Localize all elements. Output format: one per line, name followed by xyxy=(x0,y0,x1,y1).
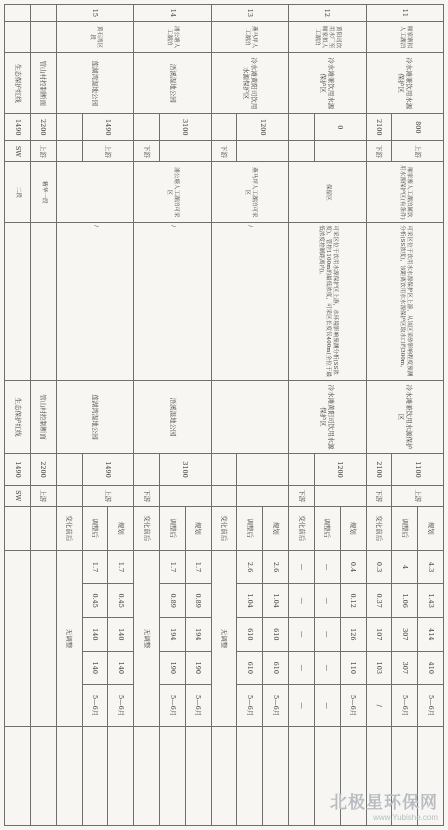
impact-cell: 莲湖湾湿地公园 xyxy=(56,380,133,453)
stage-cell: 变化前后 xyxy=(56,506,82,550)
spare-cell xyxy=(82,727,108,826)
stage-cell: 规划 xyxy=(418,506,444,550)
intake-cell: 冷水滩兼饮用水源保护区 xyxy=(289,53,366,114)
table-row xyxy=(263,5,289,826)
compare-distance-cell xyxy=(211,454,237,485)
direction-cell xyxy=(289,141,315,162)
watermark-url: www.Yubishe.com xyxy=(373,813,438,822)
value-cell: 0.89 xyxy=(185,584,211,618)
compare-direction-cell xyxy=(237,485,289,506)
compare-direction-cell: 下游 xyxy=(289,485,315,506)
project-cell: 燕马坪人工湖泊 xyxy=(211,21,288,52)
value-cell: 无调整 xyxy=(134,550,160,726)
distance-cell: 3100 xyxy=(160,114,212,141)
value-cell: — xyxy=(289,651,315,685)
value-cell: 110 xyxy=(340,651,366,685)
intake-cell: 冷水滩兼饮用水源保护区 xyxy=(366,53,443,114)
value-cell: — xyxy=(289,584,315,618)
value-cell: 610 xyxy=(263,617,289,651)
impact-cell: 浯溪湿地公园 xyxy=(134,380,211,453)
impact-cell: 管山村控制断面 xyxy=(31,380,57,453)
impact-cell: 冷水滩黄阳司饮用水源保护区 xyxy=(289,380,366,453)
value-cell: 1.04 xyxy=(263,584,289,618)
stage-cell xyxy=(31,506,57,550)
value-cell: 2.6 xyxy=(237,550,263,584)
project-cell: 浦公塘人工湖泊 xyxy=(134,21,211,52)
row-number-cell: 13 xyxy=(211,5,288,22)
impact-cell: 冷水滩兼饮用水源保护区 xyxy=(366,380,443,453)
location-cell: 厢家寨人工湖泊属饮用水源保护区(有条件) xyxy=(366,162,443,223)
value-cell: 140 xyxy=(108,651,134,685)
intake-cell: 冷水滩黄阳司饮用水源保护区 xyxy=(211,53,288,114)
value-cell: 无调整 xyxy=(211,550,237,726)
compare-direction-cell xyxy=(314,485,366,506)
row-number-cell xyxy=(31,5,57,22)
table-row xyxy=(418,5,444,826)
compare-direction-cell: 上游 xyxy=(31,485,57,506)
direction-cell: 上游 xyxy=(392,141,444,162)
spare-cell xyxy=(289,727,315,826)
value-cell: 140 xyxy=(108,617,134,651)
impact-cell xyxy=(211,380,288,453)
value-cell: 5—6月 xyxy=(160,685,186,727)
value-cell: 1.04 xyxy=(237,584,263,618)
value-cell: 1.7 xyxy=(108,550,134,584)
analysis-cell: / xyxy=(134,223,211,380)
value-cell: — xyxy=(314,550,340,584)
spare-cell xyxy=(185,727,211,826)
row-number-cell: 11 xyxy=(366,5,443,22)
direction-cell: 下游 xyxy=(366,141,392,162)
spare-cell xyxy=(263,727,289,826)
value-cell: 0.3 xyxy=(366,550,392,584)
distance-cell: 1490 xyxy=(82,114,134,141)
value-cell: 5—6月 xyxy=(418,685,444,727)
value-cell: 410 xyxy=(418,651,444,685)
analysis-cell: 可采区位于饮用水源保护区上游，水环境影响预测分析(SS浓度)，管控1100m的最低浓度，可采区长度仅400m(全位于最低浓度控制距离内)。 xyxy=(289,223,366,380)
value-cell: 307 xyxy=(392,651,418,685)
spare-cell xyxy=(108,727,134,826)
stage-cell: 变化前后 xyxy=(289,506,315,550)
row-number-cell: 12 xyxy=(289,5,366,22)
stage-cell: 规划 xyxy=(185,506,211,550)
spare-cell xyxy=(134,727,160,826)
project-cell: 黄石湾区段 xyxy=(56,21,133,52)
compare-direction-cell xyxy=(211,485,237,506)
value-cell: 0.37 xyxy=(366,584,392,618)
compare-distance-cell: 1200 xyxy=(314,454,366,485)
spare-cell xyxy=(31,727,57,826)
compare-distance-cell xyxy=(237,454,289,485)
value-cell: 0.4 xyxy=(340,550,366,584)
value-cell: 610 xyxy=(237,617,263,651)
distance-cell: 2200 xyxy=(31,114,57,141)
table-row xyxy=(31,5,57,826)
analysis-cell: / xyxy=(56,223,133,380)
stage-cell: 规划 xyxy=(340,506,366,550)
analysis-cell xyxy=(31,223,57,380)
table-row xyxy=(185,5,211,826)
direction-cell: 上游 xyxy=(31,141,57,162)
value-cell: 140 xyxy=(82,651,108,685)
compare-distance-cell: 2100 xyxy=(366,454,392,485)
direction-cell xyxy=(56,141,82,162)
value-cell: 126 xyxy=(340,617,366,651)
value-cell: 190 xyxy=(185,651,211,685)
value-cell: 307 xyxy=(392,617,418,651)
table-row xyxy=(340,5,366,826)
stage-cell: 规划 xyxy=(263,506,289,550)
value-cell: 414 xyxy=(418,617,444,651)
compare-distance-cell xyxy=(134,454,160,485)
intake-cell: 莲湖湾湿地公园 xyxy=(56,53,133,114)
table-row xyxy=(5,5,31,826)
distance-cell: 0 xyxy=(314,114,366,141)
value-cell: 107 xyxy=(366,617,392,651)
compare-distance-cell: 2200 xyxy=(31,454,57,485)
project-cell: 厢家寨拟人工湖泊 xyxy=(366,21,443,52)
stage-cell: 调整后 xyxy=(82,506,108,550)
value-cell: 5—6月 xyxy=(392,685,418,727)
value-cell: 103 xyxy=(366,651,392,685)
value-cell: — xyxy=(289,617,315,651)
value-cell: 194 xyxy=(185,617,211,651)
direction-cell: 上游 xyxy=(82,141,134,162)
direction-cell: 下游 xyxy=(134,141,160,162)
stage-cell: 调整后 xyxy=(392,506,418,550)
stage-cell xyxy=(5,506,31,550)
value-cell: 0.89 xyxy=(160,584,186,618)
row-number-cell xyxy=(5,5,31,22)
value-cell: — xyxy=(289,685,315,727)
value-cell: 1.7 xyxy=(185,550,211,584)
value-cell: 0.45 xyxy=(108,584,134,618)
compare-direction-cell: 上游 xyxy=(82,485,134,506)
value-cell: 1.06 xyxy=(392,584,418,618)
value-cell: 194 xyxy=(160,617,186,651)
value-cell: 190 xyxy=(160,651,186,685)
value-cell: — xyxy=(314,651,340,685)
value-cell: 2.6 xyxy=(263,550,289,584)
project-cell xyxy=(5,21,31,52)
value-cell: 1.43 xyxy=(418,584,444,618)
value-cell: — xyxy=(289,550,315,584)
value-cell: 5—6月 xyxy=(237,685,263,727)
value-cell: 0.12 xyxy=(340,584,366,618)
stage-cell: 调整后 xyxy=(160,506,186,550)
value-cell: — xyxy=(314,685,340,727)
impact-cell: 生态保护红线 xyxy=(5,380,31,453)
location-cell: 精华一段 xyxy=(31,162,57,223)
compare-distance-cell: 1490 xyxy=(5,454,31,485)
location-cell xyxy=(56,162,133,223)
compare-direction-cell xyxy=(160,485,212,506)
spare-cell xyxy=(160,727,186,826)
value-cell: 无调整 xyxy=(56,550,82,726)
spare-cell xyxy=(5,727,31,826)
value-cell: 1.7 xyxy=(82,550,108,584)
compare-direction-cell: 上游 xyxy=(392,485,444,506)
compare-distance-cell: 3100 xyxy=(160,454,212,485)
project-cell xyxy=(31,21,57,52)
value-cell xyxy=(5,550,31,726)
distance-cell: 800 xyxy=(392,114,444,141)
analysis-cell: / xyxy=(211,223,288,380)
spare-cell xyxy=(211,727,237,826)
watermark-title: 北极星环保网 xyxy=(330,793,438,812)
compare-direction-cell: 下游 xyxy=(134,485,160,506)
distance-cell xyxy=(56,114,82,141)
distance-cell xyxy=(134,114,160,141)
compare-direction-cell: SW xyxy=(5,485,31,506)
analysis-cell: 可采区位于饮用水水源保护区上游，从该区采砂影响程度预测分析(SS浓度)，该距离饮用水水源保护区取水口约300m。 xyxy=(366,223,443,380)
direction-cell: SW xyxy=(5,141,31,162)
spare-cell xyxy=(56,727,82,826)
distance-cell xyxy=(211,114,237,141)
value-cell: / xyxy=(366,685,392,727)
distance-cell xyxy=(289,114,315,141)
compare-distance-cell xyxy=(289,454,315,485)
row-number-cell: 15 xyxy=(56,5,133,22)
direction-cell xyxy=(237,141,289,162)
spare-cell xyxy=(237,727,263,826)
direction-cell xyxy=(160,141,212,162)
sand-mining-table xyxy=(4,4,444,826)
value-cell: 610 xyxy=(237,651,263,685)
value-cell: 5—6月 xyxy=(108,685,134,727)
value-cell: — xyxy=(314,617,340,651)
compare-direction-cell xyxy=(56,485,82,506)
stage-cell: 规划 xyxy=(108,506,134,550)
distance-cell: 1200 xyxy=(237,114,289,141)
location-cell: 保留区 xyxy=(289,162,366,223)
direction-cell: 下游 xyxy=(211,141,237,162)
value-cell: 5—6月 xyxy=(185,685,211,727)
location-cell: 燕马坪人工湖泊可采区 xyxy=(211,162,288,223)
compare-distance-cell: 1490 xyxy=(82,454,134,485)
value-cell: 610 xyxy=(263,651,289,685)
direction-cell xyxy=(314,141,366,162)
stage-cell: 变化前后 xyxy=(211,506,237,550)
compare-direction-cell: 下游 xyxy=(366,485,392,506)
value-cell: 1.7 xyxy=(160,550,186,584)
value-cell: 5—6月 xyxy=(340,685,366,727)
watermark xyxy=(330,788,438,822)
value-cell: 140 xyxy=(82,617,108,651)
stage-cell: 变化前后 xyxy=(134,506,160,550)
distance-cell: 1490 xyxy=(5,114,31,141)
value-cell: 5—6月 xyxy=(82,685,108,727)
project-cell: 黄阳司饮用水厂至厢家拟人工湖泊 xyxy=(289,21,366,52)
stage-cell: 调整后 xyxy=(314,506,340,550)
value-cell: 0.45 xyxy=(82,584,108,618)
value-cell: 4.3 xyxy=(418,550,444,584)
row-number-cell: 14 xyxy=(134,5,211,22)
stage-cell: 变化前后 xyxy=(366,506,392,550)
stage-cell: 调整后 xyxy=(237,506,263,550)
location-cell: 浦公塘人工湖泊可采区 xyxy=(134,162,211,223)
intake-cell: 生态保护红线 xyxy=(5,53,31,114)
distance-cell: 2100 xyxy=(366,114,392,141)
value-cell: 5—6月 xyxy=(263,685,289,727)
compare-distance-cell: 1100 xyxy=(392,454,444,485)
analysis-cell xyxy=(5,223,31,380)
value-cell xyxy=(31,550,57,726)
location-cell: 二段 xyxy=(5,162,31,223)
intake-cell: 管山村控制断面 xyxy=(31,53,57,114)
value-cell: — xyxy=(314,584,340,618)
intake-cell: 浯溪湿地公园 xyxy=(134,53,211,114)
value-cell: 4 xyxy=(392,550,418,584)
table-row xyxy=(108,5,134,826)
compare-distance-cell xyxy=(56,454,82,485)
